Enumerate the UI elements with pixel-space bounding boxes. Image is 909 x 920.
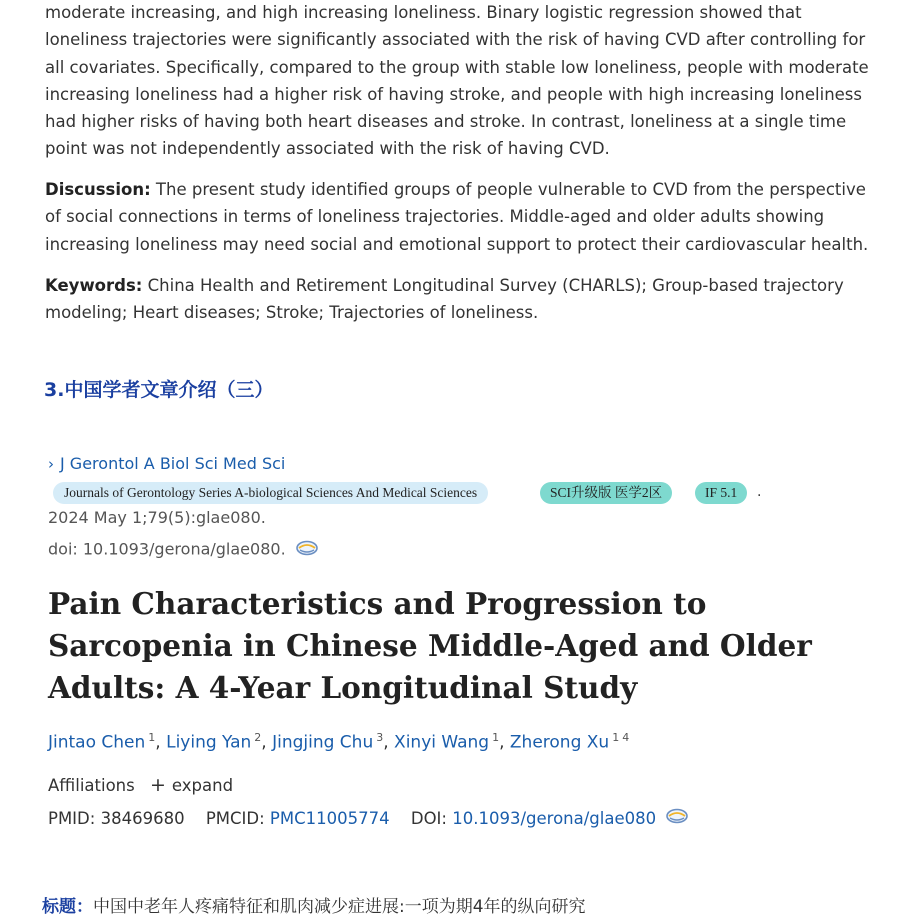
keywords-label: Keywords:: [45, 276, 143, 295]
citation-doi-line: [48, 539, 319, 561]
affiliations-label: Affiliations: [48, 776, 135, 795]
pmid-label: PMID:: [48, 809, 96, 828]
affiliation-ref[interactable]: 1: [492, 731, 500, 744]
journal-abbrev-text: J Gerontol A Biol Sci Med Sci: [60, 454, 286, 473]
abstract-keywords-paragraph: [45, 272, 875, 327]
chevron-right-icon: ›: [48, 455, 54, 473]
identifier-row: [48, 809, 689, 829]
affiliation-ref[interactable]: 2: [254, 731, 262, 744]
chinese-title-text: 中国中老年人疼痛特征和肌肉减少症进展:一项为期4年的纵向研究: [93, 897, 586, 917]
author-link[interactable]: Jingjing Chu: [272, 732, 374, 753]
discussion-label: Discussion:: [45, 180, 151, 199]
abstract-results-text: moderate increasing, and high increasing loneliness. Binary logistic regression showed that loneliness trajectories were significantly associated with the risk of having CVD after controlling for all covariates. Specifically, compared to the group with stable low loneliness, people with moderate increasing loneliness had a higher risk of having stroke, and people with high increasing loneliness had higher risks of having both heart diseases and stroke. In contrast, loneliness at a single time point was not independently associated with the risk of having CVD.: [45, 3, 869, 159]
doi-link[interactable]: 10.1093/gerona/glae080: [452, 809, 657, 828]
plus-icon: +: [149, 774, 166, 796]
author-link[interactable]: Jintao Chen: [48, 732, 146, 753]
author-link[interactable]: Xinyi Wang: [394, 732, 490, 753]
abstract-discussion-paragraph: [45, 176, 875, 258]
affiliation-ref[interactable]: 4: [622, 731, 630, 744]
article-title: Pain Characteristics and Progression to Sarcopenia in Chinese Middle-Aged and Older Adults: A 4-Year Longitudinal Study: [48, 586, 812, 705]
author-link[interactable]: Liying Yan: [166, 732, 252, 753]
author-list: [48, 731, 629, 753]
discussion-text: The present study identified groups of people vulnerable to CVD from the perspective of social connections in terms of loneliness trajectories. Middle-aged and older adults showing increasing loneliness may need social and emotional support to protect their cardiovascular health.: [45, 180, 869, 254]
citation-doi-text: doi: 10.1093/gerona/glae080.: [48, 539, 286, 559]
affiliation-ref[interactable]: 3: [376, 731, 384, 744]
impact-factor-badge: IF 5.1: [695, 482, 747, 504]
affiliation-ref[interactable]: 1: [148, 731, 156, 744]
author-link[interactable]: Zherong Xu: [509, 732, 610, 753]
journal-fullname-badge: Journals of Gerontology Series A-biological Sciences And Medical Sciences: [53, 482, 488, 504]
pmcid-label: PMCID:: [205, 809, 265, 828]
author-separator: ,: [261, 732, 273, 753]
keywords-text: China Health and Retirement Longitudinal Survey (CHARLS); Group-based trajectory modeling; Heart diseases; Stroke; Trajectories of loneliness.: [45, 276, 844, 323]
abstract-results-paragraph: [45, 0, 875, 163]
pmid-value: 38469680: [100, 809, 185, 828]
author-separator: ,: [155, 732, 167, 753]
chinese-title-label: 标题：: [42, 897, 93, 917]
expand-label: expand: [171, 776, 234, 795]
publication-date: 2024 May 1;79(5):glae080.: [48, 508, 266, 527]
expand-affiliations-button[interactable]: [150, 776, 233, 795]
badge-trailing-dot: .: [757, 484, 762, 500]
doi-link-icon[interactable]: [665, 807, 689, 829]
affiliations-row: [48, 774, 233, 796]
section-heading: 3.中国学者文章介绍（三）: [44, 379, 274, 401]
doi-link-icon[interactable]: [295, 539, 319, 561]
affiliation-ref[interactable]: 1: [612, 731, 620, 744]
chinese-title-line: [42, 892, 586, 917]
author-separator: ,: [383, 732, 395, 753]
author-separator: ,: [499, 732, 510, 753]
doi-label: DOI:: [410, 809, 447, 828]
journal-abbrev-link[interactable]: [48, 454, 285, 473]
sci-rank-badge: SCI升级版 医学2区: [540, 482, 672, 504]
pmcid-link[interactable]: PMC11005774: [269, 809, 390, 828]
